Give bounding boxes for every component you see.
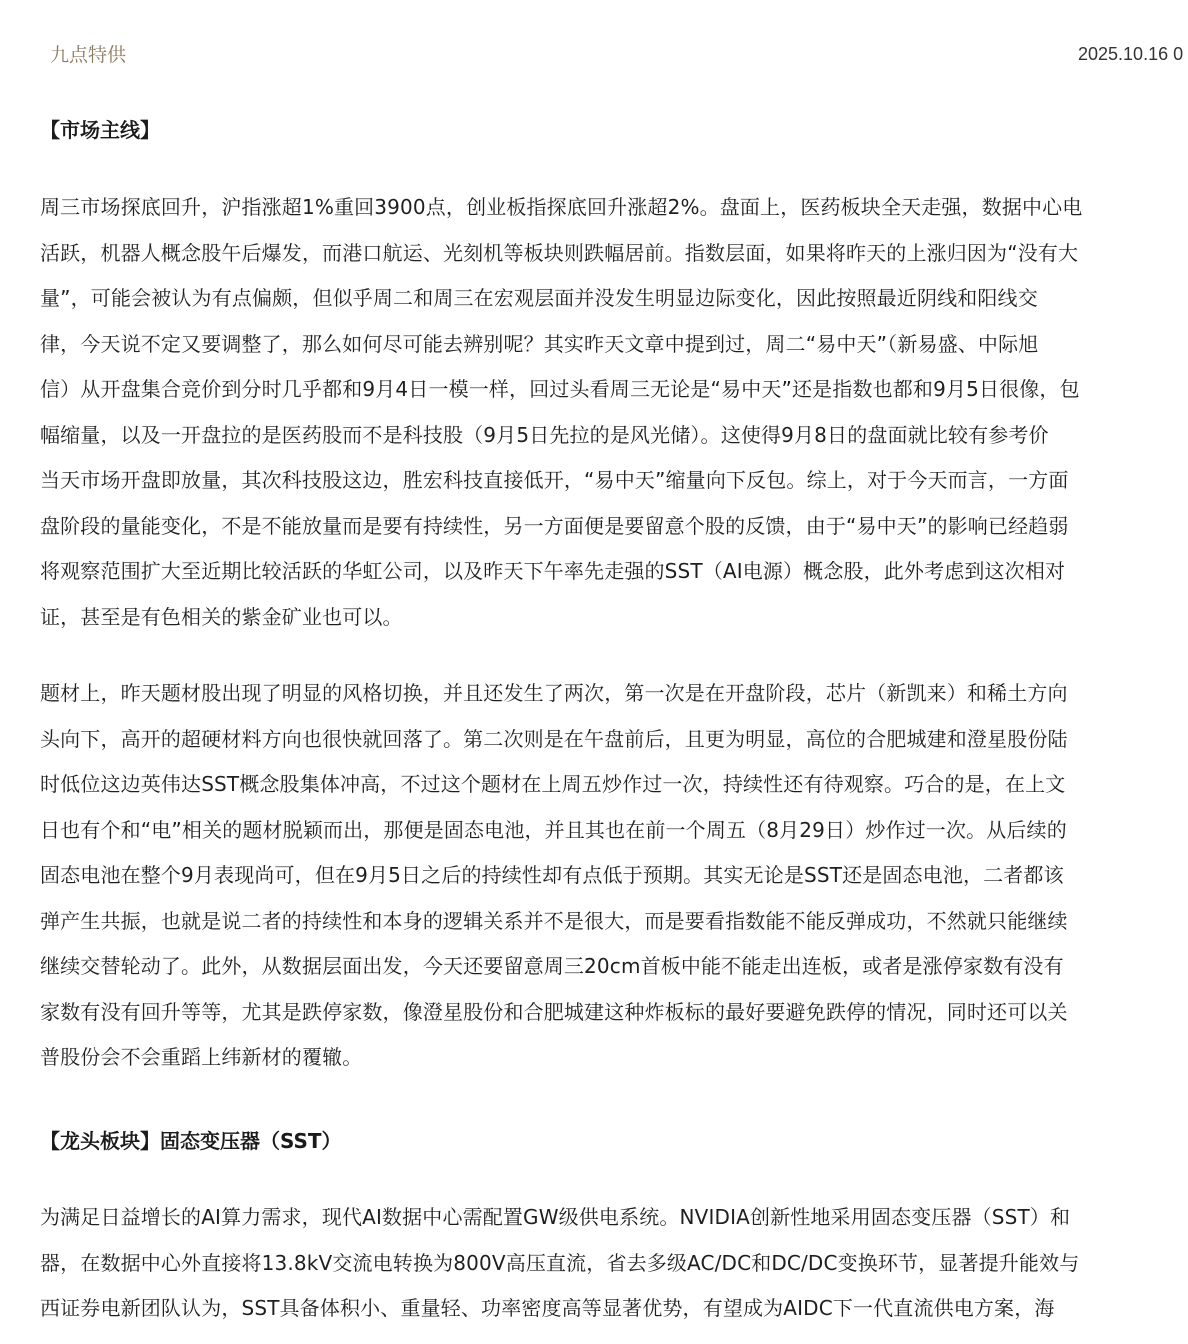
paragraph-market-overview [40,185,1188,640]
text-line: 为满足日益增长的AI算力需求，现代AI数据中心需配置GW级供电系统。NVIDIA创新性地采用固态变压器（SST）和 [40,1205,1071,1229]
source-name[interactable]: 九点特供 [50,44,127,66]
text-line: 活跃，机器人概念股午后爆发，而港口航运、光刻机等板块则跌幅居前。指数层面，如果将昨天的上涨归因为“没有大 [40,240,1079,265]
text-line: 器，在数据中心外直接将13.8kV交流电转换为800V高压直流，省去多级AC/DC和DC/DC变换环节，显著提升能效与 [40,1250,1080,1275]
section-title-leading-sector: 【龙头板块】固态变压器（SST） [40,1129,342,1153]
text-line: 西证券电新团队认为，SST具备体积小、重量轻、功率密度高等显著优势，有望成为AIDC下一代直流供电方案，海 [40,1296,1055,1320]
text-line: 家数有没有回升等等，尤其是跌停家数，像澄星股份和合肥城建这种炸板标的最好要避免跌停的情况，同时还可以关 [40,999,1068,1024]
text-line: 幅缩量，以及一开盘拉的是医药股而不是科技股（9月5日先拉的是风光储）。这使得9月8日的盘面就比较有参考价 [40,422,1049,447]
article-header [0,40,1188,70]
paragraph-sst-overview [40,1195,1188,1332]
text-line: 弹产生共振，也就是说二者的持续性和本身的逻辑关系并不是很大，而是要看指数能不能反弹成功，不然就只能继续 [40,908,1068,933]
text-line: 盘阶段的量能变化，不是不能放量而是要有持续性，另一方面便是要留意个股的反馈，由于“易中天”的影响已经趋弱 [40,513,1069,538]
text-line: 量”，可能会被认为有点偏颇，但似乎周二和周三在宏观层面并没发生明显边际变化，因此按照最近阴线和阳线交 [40,286,1038,310]
text-line: 日也有个和“电”相关的题材脱颖而出，那便是固态电池，并且其也在前一个周五（8月29日）炒作过一次。从后续的 [40,817,1067,842]
paragraph-theme-rotation [40,671,1188,1081]
text-line: 继续交替轮动了。此外，从数据层面出发，今天还要留意周三20cm首板中能不能走出连板，或者是涨停家数有没有 [40,954,1064,978]
publish-date: 2025.10.16 0 [1078,44,1184,64]
text-line: 固态电池在整个9月表现尚可，但在9月5日之后的持续性却有点低于预期。其实无论是SST还是固态电池，二者都该 [40,863,1064,887]
text-line: 信）从开盘集合竞价到分时几乎都和9月4日一模一样，回过头看周三无论是“易中天”还是指数也都和9月5日很像，包 [40,377,1080,401]
text-line: 周三市场探底回升，沪指涨超1%重回3900点，创业板指探底回升涨超2%。盘面上，医药板块全天走强，数据中心电 [40,195,1083,219]
text-line: 当天市场开盘即放量，其次科技股这边，胜宏科技直接低开，“易中天”缩量向下反包。综上，对于今天而言，一方面 [40,468,1069,492]
text-line: 律，今天说不定又要调整了，那么如何尽可能去辨别呢？其实昨天文章中提到过，周二“易中天”（新易盛、中际旭 [40,331,1039,356]
text-line: 将观察范围扩大至近期比较活跃的华虹公司，以及昨天下午率先走强的SST（AI电源）概念股，此外考虑到这次相对 [40,559,1066,583]
text-line: 头向下，高开的超硬材料方向也很快就回落了。第二次则是在午盘前后，且更为明显，高位的合肥城建和澄星股份陆 [40,726,1068,751]
text-line: 普股份会不会重蹈上纬新材的覆辙。 [40,1045,363,1069]
text-line: 时低位这边英伟达SST概念股集体冲高，不过这个题材在上周五炒作过一次，持续性还有待观察。巧合的是，在上文 [40,772,1066,796]
text-line: 证，甚至是有色相关的紫金矿业也可以。 [40,604,403,629]
text-line: 题材上，昨天题材股出现了明显的风格切换，并且还发生了两次，第一次是在开盘阶段，芯片（新凯来）和稀土方向 [40,681,1068,705]
section-title-market-mainline: 【市场主线】 [40,118,160,142]
